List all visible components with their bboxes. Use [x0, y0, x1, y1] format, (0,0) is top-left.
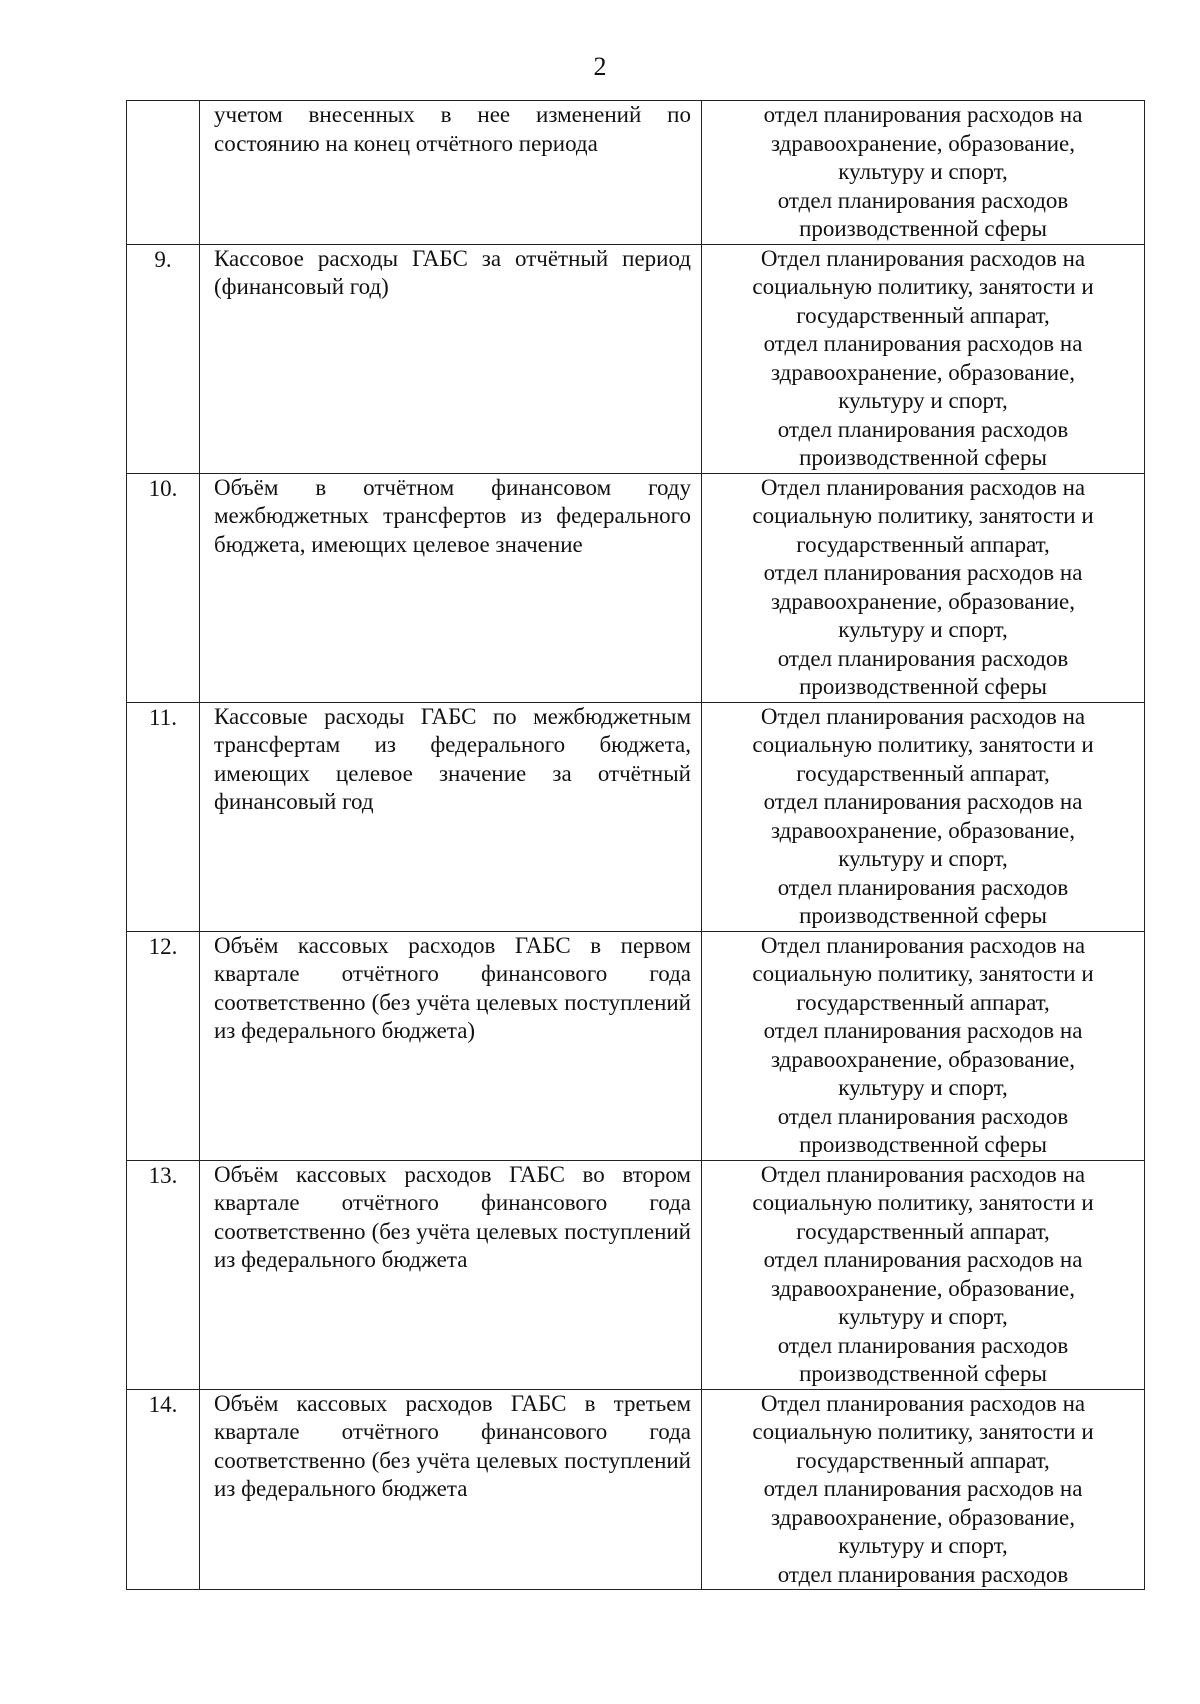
department-line: отдел планирования расходов на	[763, 1476, 1083, 1501]
row-description: Объём кассовых расходов ГАБС в третьем квартале отчётного финансового года соответственно (без учёта целевых поступлений из федерального бюджета	[200, 1389, 702, 1590]
department-line: производственной сферы	[799, 1361, 1047, 1386]
table-row	[127, 473, 1145, 702]
department-line: социальную политику, занятости и	[752, 961, 1094, 986]
table-row	[127, 1389, 1145, 1590]
department-line: здравоохранение, образование,	[771, 359, 1075, 385]
row-department	[702, 702, 1145, 931]
department-line: отдел планирования расходов	[777, 645, 1069, 671]
department-line: Отдел планирования расходов на	[760, 245, 1086, 271]
department-line: культуру и спорт,	[838, 388, 1008, 413]
document-table	[126, 100, 1145, 1590]
department-line: здравоохранение, образование,	[771, 1046, 1075, 1072]
department-line: культуру и спорт,	[838, 1533, 1008, 1558]
department-line: социальную политику, занятости и	[752, 274, 1094, 299]
row-department	[702, 101, 1145, 245]
department-line: производственной сферы	[799, 903, 1047, 928]
department-line: Отдел планирования расходов на	[760, 1161, 1086, 1187]
row-number	[127, 1389, 200, 1590]
row-number-text: 12.	[148, 933, 178, 959]
department-line: Отдел планирования расходов на	[760, 474, 1086, 500]
department-line: социальную политику, занятости и	[752, 503, 1094, 528]
row-department	[702, 1389, 1145, 1590]
row-description: Объём в отчётном финансовом году межбюджетных трансфертов из федерального бюджета, имеющих целевое значение	[200, 473, 702, 702]
department-line: государственный аппарат,	[796, 531, 1050, 557]
department-line: отдел планирования расходов	[777, 1561, 1069, 1587]
row-number-text: 14.	[148, 1391, 178, 1417]
row-number	[127, 244, 200, 473]
department-line: отдел планирования расходов на	[763, 1247, 1083, 1272]
department-line: отдел планирования расходов на	[763, 102, 1083, 127]
row-description: учетом внесенных в нее изменений по состоянию на конец отчётного периода	[200, 101, 702, 245]
department-line: отдел планирования расходов на	[763, 331, 1083, 356]
department-line: отдел планирования расходов	[777, 416, 1069, 442]
department-line: культуру и спорт,	[838, 1304, 1008, 1329]
row-department	[702, 1160, 1145, 1389]
department-line: Отдел планирования расходов на	[760, 1390, 1086, 1416]
table-row	[127, 1160, 1145, 1389]
department-line: производственной сферы	[799, 674, 1047, 699]
department-line: здравоохранение, образование,	[771, 588, 1075, 614]
row-description: Объём кассовых расходов ГАБС во втором квартале отчётного финансового года соответственно (без учёта целевых поступлений из федерального бюджета	[200, 1160, 702, 1389]
table-row	[127, 244, 1145, 473]
row-number-text: 11.	[149, 704, 177, 730]
department-line: государственный аппарат,	[796, 1218, 1050, 1244]
row-description: Объём кассовых расходов ГАБС в первом квартале отчётного финансового года соответственно (без учёта целевых поступлений из федерального бюджета)	[200, 931, 702, 1160]
department-line: культуру и спорт,	[838, 617, 1008, 642]
row-number	[127, 702, 200, 931]
row-department	[702, 931, 1145, 1160]
row-number-text: 10.	[148, 475, 178, 501]
department-line: государственный аппарат,	[796, 302, 1050, 328]
table-row	[127, 931, 1145, 1160]
table-row	[127, 101, 1145, 245]
department-line: культуру и спорт,	[838, 846, 1008, 871]
department-line: отдел планирования расходов	[777, 187, 1069, 213]
row-number	[127, 101, 200, 245]
department-line: государственный аппарат,	[796, 1447, 1050, 1473]
department-line: отдел планирования расходов на	[763, 560, 1083, 585]
department-line: отдел планирования расходов	[777, 1103, 1069, 1129]
department-line: культуру и спорт,	[838, 1075, 1008, 1100]
row-number	[127, 931, 200, 1160]
row-number	[127, 1160, 200, 1389]
department-line: социальную политику, занятости и	[752, 732, 1094, 757]
department-line: Отдел планирования расходов на	[760, 932, 1086, 958]
department-line: здравоохранение, образование,	[771, 1275, 1075, 1301]
department-line: отдел планирования расходов на	[763, 1018, 1083, 1043]
row-description: Кассовое расходы ГАБС за отчётный период (финансовый год)	[200, 244, 702, 473]
department-line: государственный аппарат,	[796, 760, 1050, 786]
row-description: Кассовые расходы ГАБС по межбюджетным трансфертам из федерального бюджета, имеющих целевое значение за отчётный финансовый год	[200, 702, 702, 931]
department-line: отдел планирования расходов	[777, 874, 1069, 900]
department-line: Отдел планирования расходов на	[760, 703, 1086, 729]
department-line: производственной сферы	[799, 445, 1047, 470]
department-line: производственной сферы	[799, 216, 1047, 241]
row-number-text	[127, 101, 199, 102]
row-department	[702, 244, 1145, 473]
department-line: социальную политику, занятости и	[752, 1190, 1094, 1215]
department-line: социальную политику, занятости и	[752, 1419, 1094, 1444]
department-line: культуру и спорт,	[838, 159, 1008, 184]
row-department	[702, 473, 1145, 702]
row-number-text: 9.	[154, 246, 172, 272]
row-number	[127, 473, 200, 702]
department-line: государственный аппарат,	[796, 989, 1050, 1015]
department-line: производственной сферы	[799, 1132, 1047, 1157]
department-line: здравоохранение, образование,	[771, 817, 1075, 843]
table-row	[127, 702, 1145, 931]
department-line: отдел планирования расходов	[777, 1332, 1069, 1358]
department-line: здравоохранение, образование,	[771, 130, 1075, 156]
page-number: 2	[593, 52, 607, 81]
row-number-text: 13.	[148, 1162, 178, 1188]
department-line: отдел планирования расходов на	[763, 789, 1083, 814]
department-line: здравоохранение, образование,	[771, 1504, 1075, 1530]
